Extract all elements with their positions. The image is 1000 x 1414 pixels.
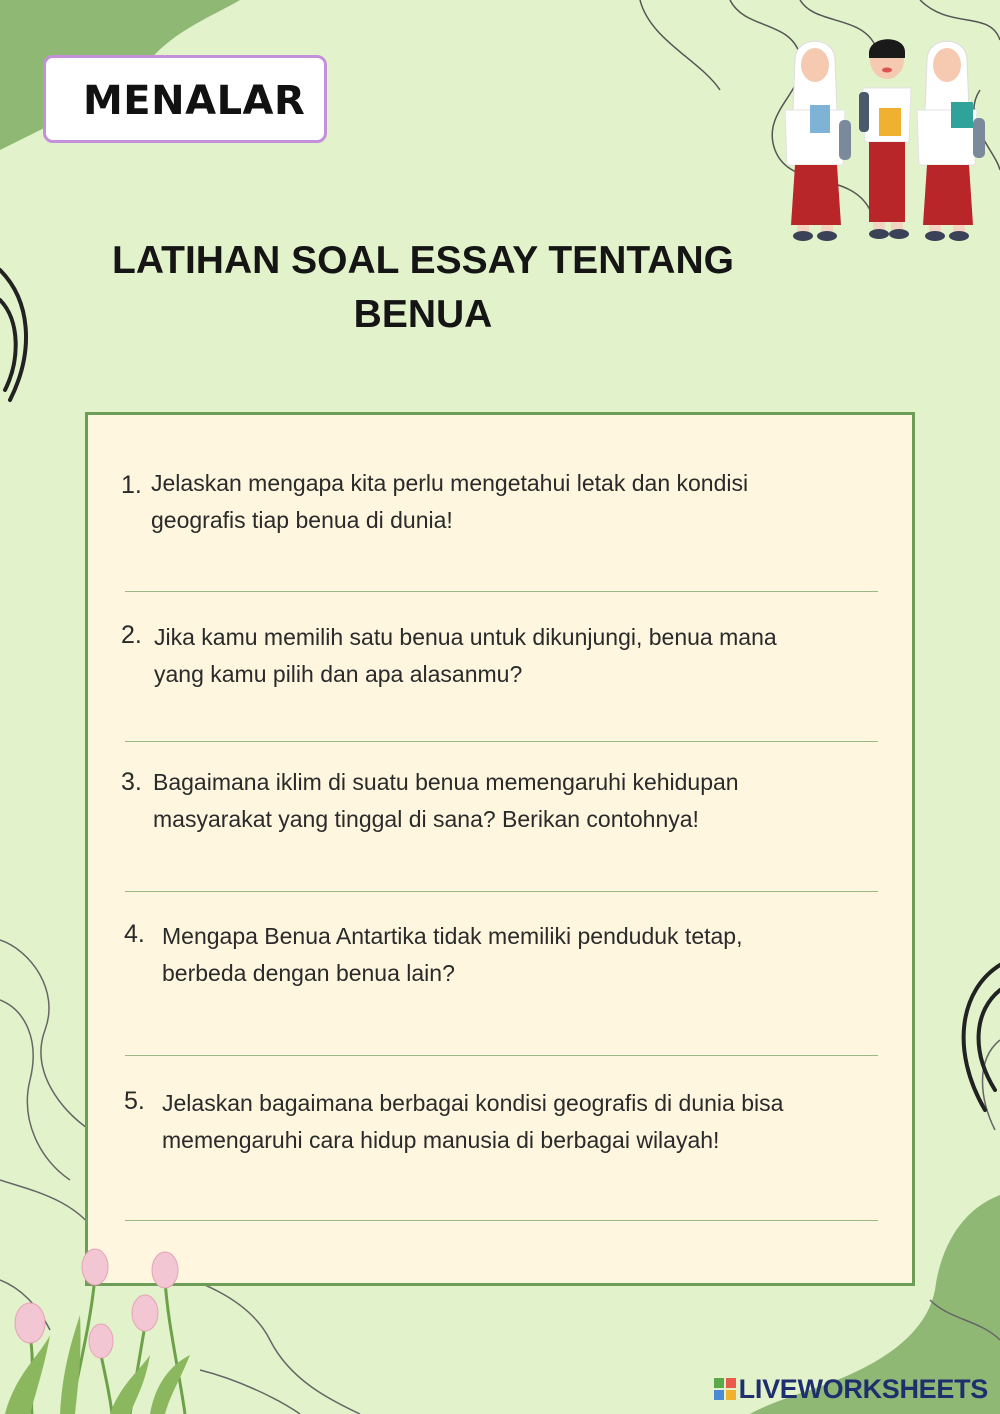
- question-text-line: Jika kamu memilih satu benua untuk dikunjungi, benua mana: [154, 624, 777, 650]
- liveworksheets-logo-icon: [714, 1378, 736, 1400]
- question-text-line: masyarakat yang tinggal di sana? Berikan contohnya!: [153, 806, 699, 832]
- page-title-line-2: BENUA: [353, 293, 493, 336]
- section-tag: [43, 55, 327, 143]
- answer-line[interactable]: [125, 741, 878, 742]
- question-card: [85, 412, 915, 1286]
- question-text-line: memengaruhi cara hidup manusia di berbagai wilayah!: [162, 1127, 720, 1153]
- question-text: [153, 764, 873, 838]
- question-text-line: Jelaskan mengapa kita perlu mengetahui letak dan kondisi: [151, 470, 749, 496]
- question-text-line: berbeda dengan benua lain?: [162, 960, 455, 986]
- question-text-line: Bagaimana iklim di suatu benua memengaruhi kehidupan: [153, 769, 739, 795]
- question-text-line: Jelaskan bagaimana berbagai kondisi geografis di dunia bisa: [162, 1090, 784, 1116]
- brand-footer: [714, 1374, 988, 1404]
- answer-line[interactable]: [125, 891, 878, 892]
- tulip-flowers: [0, 1245, 220, 1414]
- page-title: [100, 234, 746, 342]
- question-number: 3.: [121, 768, 142, 796]
- answer-line[interactable]: [125, 1055, 878, 1056]
- brand-text: LIVEWORKSHEETS: [738, 1373, 988, 1404]
- question-number: 4.: [124, 920, 145, 948]
- question-number: 1.: [121, 471, 142, 499]
- question-text: [151, 465, 871, 539]
- question-number: 2.: [121, 621, 142, 649]
- section-tag-label: MENALAR: [83, 78, 306, 124]
- question-text-line: geografis tiap benua di dunia!: [151, 507, 453, 533]
- question-text-line: yang kamu pilih dan apa alasanmu?: [154, 661, 523, 687]
- answer-line[interactable]: [125, 591, 878, 592]
- question-text: [162, 918, 882, 992]
- answer-line[interactable]: [125, 1220, 878, 1221]
- question-text: [162, 1085, 882, 1159]
- students-illustration: [775, 30, 995, 250]
- page-title-line-1: LATIHAN SOAL ESSAY TENTANG: [112, 239, 734, 282]
- question-text: [154, 619, 874, 693]
- question-text-line: Mengapa Benua Antartika tidak memiliki penduduk tetap,: [162, 923, 743, 949]
- question-number: 5.: [124, 1087, 145, 1115]
